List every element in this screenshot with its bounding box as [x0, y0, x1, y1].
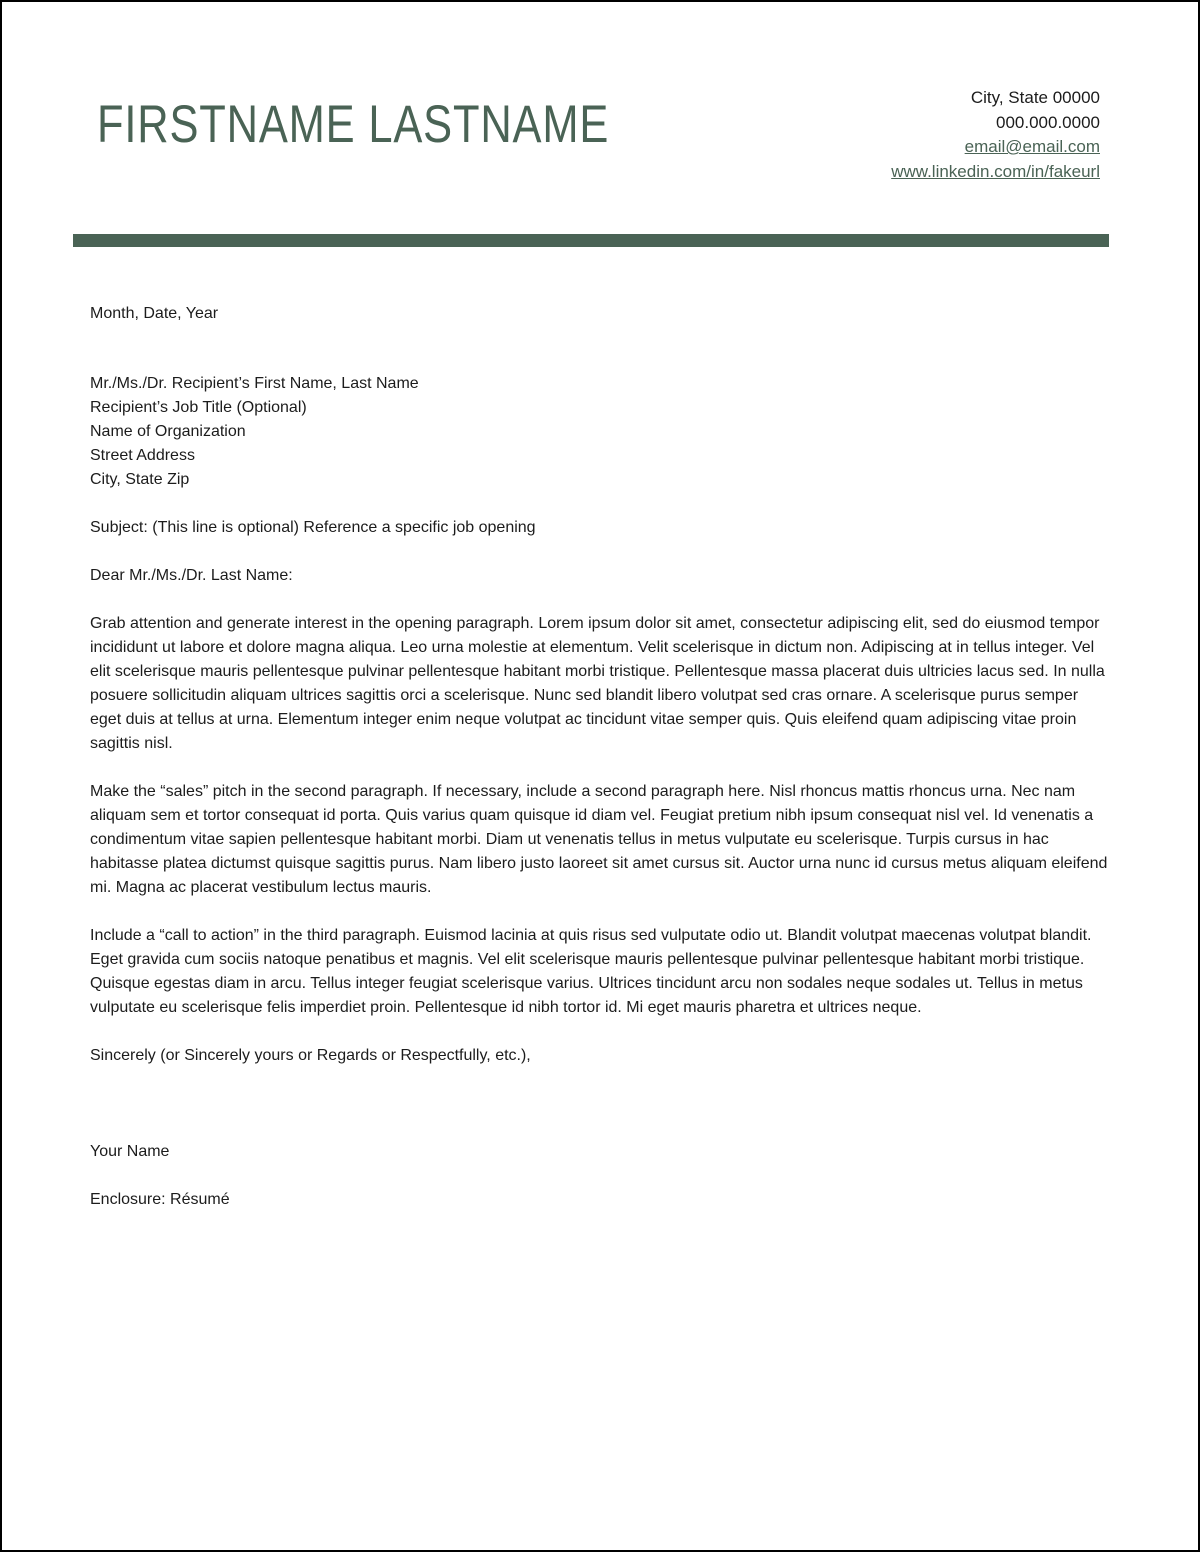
- closing-line: Sincerely (or Sincerely yours or Regards or Respectfully, etc.),: [90, 1047, 531, 1064]
- paragraph-sales-pitch: Make the “sales” pitch in the second paragraph. If necessary, include a second paragraph here. Nisl rhoncus mattis rhoncus urna. Nec nam aliquam sem et tortor consequat id porta. Quis varius quam quisque id diam vel. Feugiat pretium nibh ipsum consequat nisl vel. Id venenatis a condimentum vitae sapien pellentesque habitant morbi. Diam ut venenatis tellus in metus vulputate eu scelerisque. Turpis cursus in hac habitasse platea dictumst quisque sagittis purus. Nam libero justo laoreet sit amet cursus sit. Auctor urna nunc id cursus metus aliquam eleifend mi. Magna ac placerat vestibulum lectus mauris.: [90, 783, 1108, 896]
- contact-phone: 000.000.0000: [996, 112, 1100, 132]
- recipient-title-line: Recipient’s Job Title (Optional): [90, 399, 307, 416]
- accent-divider: [73, 234, 1109, 247]
- recipient-name-line: Mr./Ms./Dr. Recipient’s First Name, Last Name: [90, 375, 419, 392]
- recipient-city-line: City, State Zip: [90, 471, 190, 488]
- salutation-line: Dear Mr./Ms./Dr. Last Name:: [90, 567, 293, 584]
- contact-location: City, State 00000: [970, 88, 1100, 107]
- recipient-block: [90, 372, 1110, 492]
- subject-line: Subject: (This line is optional) Reference a specific job opening: [90, 519, 536, 536]
- signature-name: Your Name: [90, 1143, 170, 1160]
- recipient-organization-line: Name of Organization: [90, 423, 246, 440]
- contact-block: [891, 86, 1100, 184]
- letter-body: [2, 247, 1198, 1212]
- contact-email-row: [891, 135, 1100, 160]
- paragraph-call-to-action: Include a “call to action” in the third paragraph. Euismod lacinia at quis risus sed vulputate odio ut. Blandit volutpat maecenas volutpat blandit. Eget gravida cum sociis natoque penatibus et magnis. Vel elit scelerisque mauris pellentesque pulvinar pellentesque habitant morbi tristique. Quisque egestas diam in arcu. Tellus integer feugiat scelerisque varius. Ultrices tincidunt arcu non sodales neque sodales ut. Tellus in metus vulputate eu scelerisque felis imperdiet proin. Pellentesque id nibh tortor id. Mi eget mauris pharetra et ultrices neque.: [90, 927, 1092, 1016]
- paragraph-opening: Grab attention and generate interest in the opening paragraph. Lorem ipsum dolor sit amet, consectetur adipiscing elit, sed do eiusmod tempor incididunt ut labore et dolore magna aliqua. Leo urna molestie at elementum. Velit scelerisque in dictum non. Adipiscing at in tellus integer. Vel elit scelerisque mauris pellentesque pulvinar pellentesque habitant morbi tristique. Pellentesque massa placerat duis ultricies lacus sed. In nulla posuere sollicitudin aliquam ultrices sagittis orci a scelerisque. Nunc sed blandit libero volutpat sed cras ornare. A scelerisque purus semper eget duis at tellus at urna. Elementum integer enim neque volutpat ac tincidunt vitae semper quis. Quis eleifend quam adipiscing vitae proin sagittis nisl.: [90, 615, 1105, 752]
- contact-linkedin-row: [891, 160, 1100, 185]
- linkedin-link[interactable]: www.linkedin.com/in/fakeurl: [891, 161, 1100, 181]
- sender-name: FIRSTNAME LASTNAME: [97, 95, 610, 154]
- enclosure-line: Enclosure: Résumé: [90, 1191, 230, 1208]
- date-line: Month, Date, Year: [90, 305, 219, 322]
- email-link[interactable]: email@email.com: [964, 137, 1100, 156]
- letterhead: [2, 2, 1198, 184]
- recipient-street-line: Street Address: [90, 447, 195, 464]
